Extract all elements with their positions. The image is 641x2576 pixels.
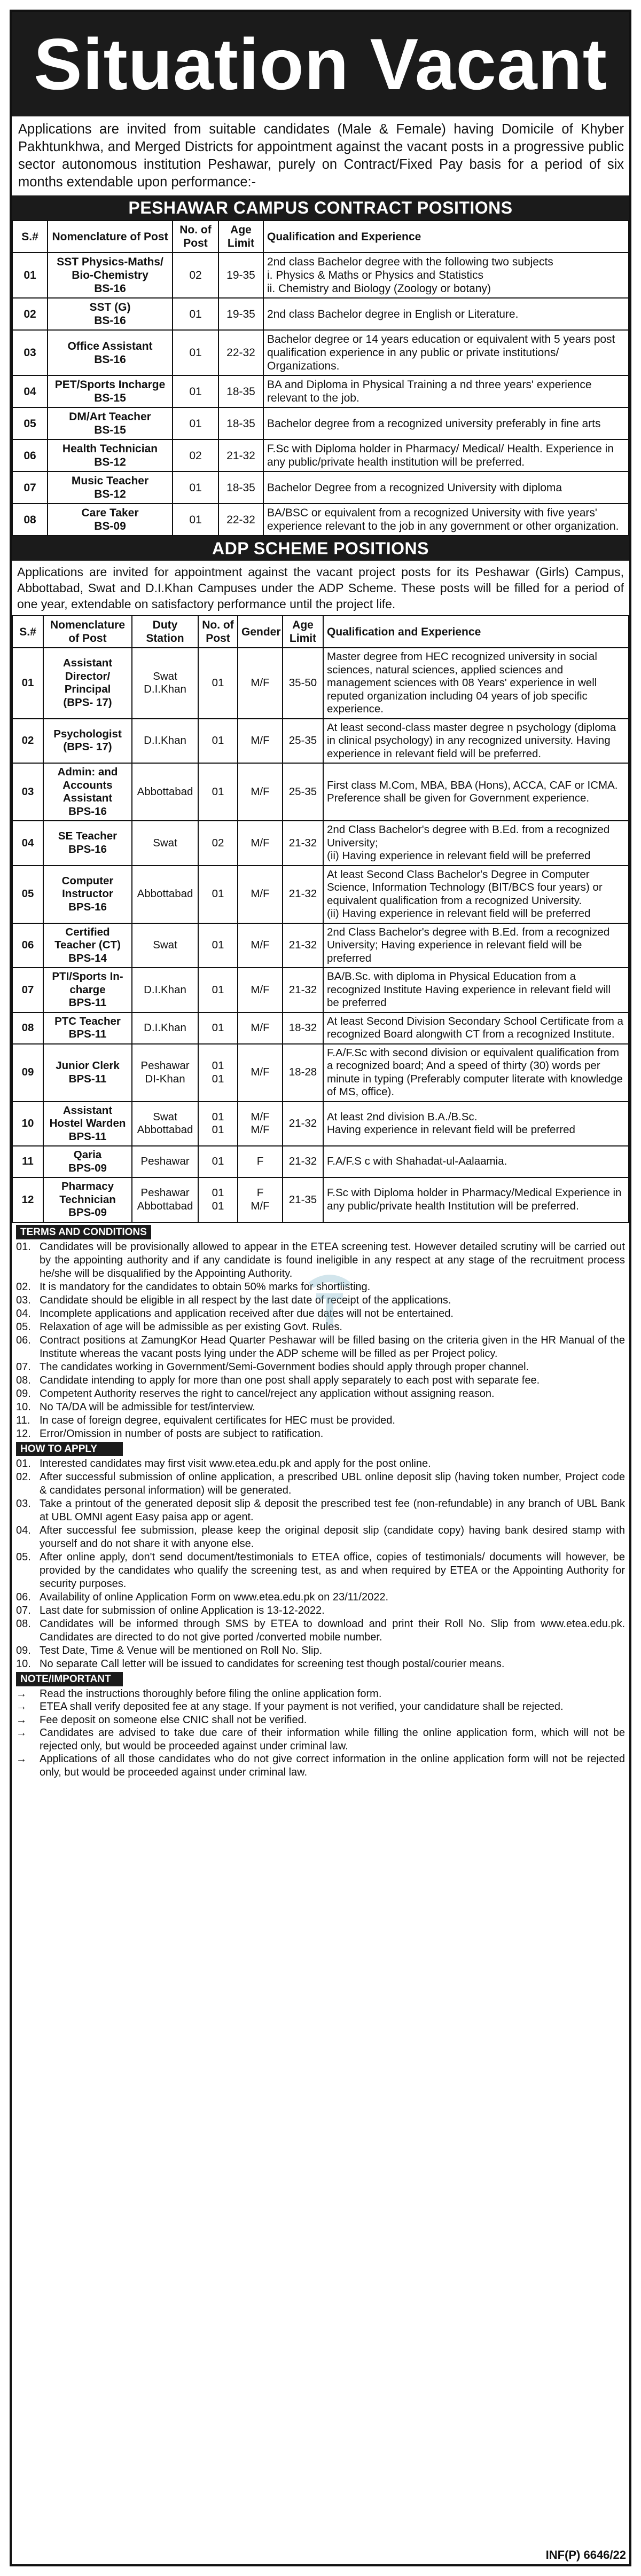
section2-intro: Applications are invited for appointment against the vacant project posts for its Peshawar (Girls) Campus, Abbottabad, Swat and D.I.Khan Campuses under the ADP Scheme. These posts will be filled for a period of one year, extendable on satisfactory performance until the project life. <box>17 565 624 611</box>
table-row <box>12 472 629 504</box>
cell-age: 18-28 <box>283 1044 323 1102</box>
cell-gender: M/F <box>238 1044 283 1102</box>
item-number: 05. <box>16 1321 31 1333</box>
howto-heading: HOW TO APPLY <box>16 1442 123 1456</box>
item-text: The candidates working in Government/Semi-Government bodies should apply through proper channel. <box>40 1361 529 1373</box>
item-text: Contract positions at ZamungKor Head Quarter Peshawar will be filled basing on the criteria given in the HR Manual of the Institute whereas the vacant posts lying under the ADP scheme will be filled as per Project policy. <box>40 1334 625 1360</box>
item-number: 04. <box>16 1307 31 1320</box>
post-scale: BS-16 <box>94 353 126 366</box>
cell-sn: 06 <box>12 439 48 472</box>
cell-post <box>43 821 132 866</box>
cell-qualification: BA and Diploma in Physical Training a nd three years' experience relevant to the job. <box>263 375 629 407</box>
cell-sn: 12 <box>12 1177 43 1222</box>
table-row <box>12 407 629 439</box>
cell-post <box>43 1044 132 1102</box>
item-number: 02. <box>16 1281 31 1293</box>
table-row <box>12 330 629 375</box>
note-item <box>16 1726 625 1753</box>
post-name: Music Teacher <box>71 475 149 487</box>
column-header: No. of Post <box>173 221 218 253</box>
cell-post <box>43 763 132 821</box>
cell-sn: 03 <box>12 763 43 821</box>
cell-count: 01 <box>198 1012 238 1044</box>
term-item <box>16 1401 625 1414</box>
footer-ref: INF(P) 6646/22 <box>545 2548 626 2562</box>
cell-age: 19-35 <box>218 253 263 298</box>
cell-post <box>43 1146 132 1177</box>
post-name: SST Physics-Maths/ Bio-Chemistry <box>57 256 163 281</box>
table-row <box>12 1012 629 1044</box>
cell-count: 01 <box>198 968 238 1012</box>
cell-sn: 09 <box>12 1044 43 1102</box>
cell-age: 19-35 <box>218 298 263 330</box>
cell-station: Abbottabad <box>132 866 198 923</box>
cell-age: 21-35 <box>283 1177 323 1222</box>
item-text: No TA/DA will be admissible for test/interview. <box>40 1401 255 1413</box>
cell-post <box>48 439 173 472</box>
howto-item <box>16 1591 625 1604</box>
item-text: Fee deposit on someone else CNIC shall not be verified. <box>40 1714 307 1726</box>
post-scale: BPS-11 <box>68 1072 107 1085</box>
cell-post <box>43 1177 132 1222</box>
table-row <box>12 1044 629 1102</box>
post-name: Health Technician <box>62 443 158 455</box>
post-scale: BPS-09 <box>68 1161 107 1174</box>
post-scale: BS-16 <box>94 282 126 295</box>
table-row <box>12 923 629 968</box>
column-header: Qualification and Experience <box>263 221 629 253</box>
table-row <box>12 504 629 536</box>
column-header: S.# <box>12 221 48 253</box>
post-scale: BPS-11 <box>68 1130 107 1143</box>
table-row <box>12 648 629 719</box>
post-scale: BS-16 <box>94 315 126 327</box>
cell-gender: M/F <box>238 866 283 923</box>
cell-age: 18-35 <box>218 472 263 504</box>
cell-count: 01 <box>173 298 218 330</box>
cell-age: 21-32 <box>283 1146 323 1177</box>
cell-sn: 08 <box>12 1012 43 1044</box>
table-row <box>12 253 629 298</box>
note-item <box>16 1700 625 1714</box>
post-scale: BS-15 <box>94 424 126 436</box>
item-number: 09. <box>16 1644 31 1656</box>
item-text: Interested candidates may first visit www.etea.edu.pk and apply for the post online. <box>40 1457 431 1470</box>
column-header: Qualification and Experience <box>323 616 629 648</box>
item-number: → <box>16 1714 27 1726</box>
cell-qualification: Bachelor degree from a recognized university preferably in fine arts <box>263 407 629 439</box>
table-row <box>12 375 629 407</box>
item-text: After online apply, don't send document/testimonials to ETEA office, copies of testimonials/ documents will however, be provided by the candidates who qualify the screening test, as and when required by ETEA or the Appointing Authority for security purposes. <box>40 1551 625 1590</box>
cell-post <box>43 923 132 968</box>
item-text: Relaxation of age will be admissible as per existing Govt. Rules. <box>40 1321 342 1333</box>
cell-age: 21-32 <box>218 439 263 472</box>
table-row <box>12 1146 629 1177</box>
advertisement <box>10 10 631 2566</box>
column-header: Age Limit <box>283 616 323 648</box>
post-name: Pharmacy Technician <box>59 1180 116 1206</box>
cell-qualification: 2nd class Bachelor degree in English or Literature. <box>263 298 629 330</box>
note-item <box>16 1753 625 1779</box>
post-scale: BPS-16 <box>68 805 107 818</box>
table-row <box>12 1102 629 1146</box>
cell-qualification: Bachelor degree or 14 years education or equivalent with 5 years post qualification experience in any public or private institutions/ Organizations. <box>263 330 629 375</box>
cell-qualification: At least second-class master degree n psychology (diploma in clinical psychology) in any recognized university. Having experience in relevant field will be preferred. <box>323 719 629 764</box>
cell-sn: 11 <box>12 1146 43 1177</box>
term-item <box>16 1427 625 1441</box>
cell-count: 02 <box>173 439 218 472</box>
peshawar-campus-table <box>12 220 629 536</box>
cell-sn: 01 <box>12 253 48 298</box>
item-number: 09. <box>16 1387 31 1400</box>
item-text: Candidates are advised to take due care of their information while filling the online application form, which will not be rejected only, but would be proceeded against under criminal law. <box>40 1727 625 1752</box>
howto-item <box>16 1551 625 1591</box>
cell-count: 01 <box>198 1146 238 1177</box>
cell-post <box>48 472 173 504</box>
post-name: Assistant Director/ Principal <box>62 657 113 696</box>
cell-station: Peshawar <box>132 1146 198 1177</box>
cell-station: Peshawar Abbottabad <box>132 1177 198 1222</box>
post-scale: BS-15 <box>94 392 126 404</box>
item-text: After successful fee submission, please keep the original deposit slip (candidate copy) having bank desired stamp with yourself and do not share it with anyone else. <box>40 1524 625 1550</box>
cell-age: 22-32 <box>218 330 263 375</box>
adp-scheme-table <box>12 615 629 1223</box>
cell-count: 01 <box>198 763 238 821</box>
howto-item <box>16 1644 625 1658</box>
cell-qualification: F.A/F.Sc with second division or equivalent qualification from a recognized board; And a speed of thirty (30) words per minute in typing (Preferably computer literate with knowledge of MS, office). <box>323 1044 629 1102</box>
cell-count: 02 <box>198 821 238 866</box>
cell-qualification: 2nd Class Bachelor's degree with B.Ed. from a recognized University; Having experience in relevant field will be preferred <box>323 923 629 968</box>
post-name: Office Assistant <box>67 340 153 352</box>
post-scale: BS-09 <box>94 520 126 532</box>
cell-gender: M/F <box>238 1012 283 1044</box>
cell-gender: M/F <box>238 923 283 968</box>
post-name: Qaria <box>73 1149 102 1161</box>
cell-qualification: F.A/F.S c with Shahadat-ul-Aalaamia. <box>323 1146 629 1177</box>
cell-post <box>48 298 173 330</box>
post-scale: BS-12 <box>94 456 126 468</box>
item-number: 07. <box>16 1604 31 1616</box>
cell-count: 01 <box>198 923 238 968</box>
post-scale: BPS-11 <box>68 996 107 1009</box>
cell-qualification: BA/B.Sc. with diploma in Physical Education from a recognized Institute Having experience in relevant field will be preferred <box>323 968 629 1012</box>
post-scale: BPS-14 <box>68 952 107 964</box>
cell-station: Abbottabad <box>132 763 198 821</box>
item-text: Applications of all those candidates who do not give correct information in the online application form will not be rejected only, but would be proceeded against under criminal law. <box>40 1753 625 1778</box>
cell-sn: 07 <box>12 968 43 1012</box>
howto-item <box>16 1471 625 1497</box>
cell-age: 25-35 <box>283 763 323 821</box>
item-text: Availability of online Application Form on www.etea.edu.pk on 23/11/2022. <box>40 1591 389 1603</box>
cell-count: 01 <box>173 407 218 439</box>
cell-age: 18-32 <box>283 1012 323 1044</box>
table-row <box>12 821 629 866</box>
section1-title: PESHAWAR CAMPUS CONTRACT POSITIONS <box>12 195 629 220</box>
post-name: DM/Art Teacher <box>69 411 151 423</box>
cell-post <box>43 1102 132 1146</box>
cell-gender: M/F <box>238 968 283 1012</box>
cell-gender: M/F <box>238 763 283 821</box>
cell-qualification: F.Sc with Diploma holder in Pharmacy/Medical Experience in any public/private health Institution will be preferred. <box>323 1177 629 1222</box>
item-number: 12. <box>16 1427 31 1440</box>
item-text: Error/Omission in number of posts are subject to ratification. <box>40 1427 324 1440</box>
cell-post <box>43 648 132 719</box>
cell-count: 01 <box>173 504 218 536</box>
cell-gender: M/F <box>238 821 283 866</box>
cell-sn: 01 <box>12 648 43 719</box>
post-name: SST (G) <box>89 301 131 313</box>
cell-station: D.I.Khan <box>132 719 198 764</box>
cell-sn: 02 <box>12 298 48 330</box>
cell-count: 01 <box>198 866 238 923</box>
cell-qualification: At least Second Division Secondary School Certificate from a recognized Board alongwith CT from a recognized Institute. <box>323 1012 629 1044</box>
cell-age: 25-35 <box>283 719 323 764</box>
cell-sn: 04 <box>12 821 43 866</box>
cell-sn: 03 <box>12 330 48 375</box>
cell-sn: 05 <box>12 407 48 439</box>
item-text: Candidate intending to apply for more than one post shall apply separately to each post with separate fee. <box>40 1374 540 1386</box>
post-name: PTI/Sports In-charge <box>52 970 123 996</box>
cell-station: Swat <box>132 923 198 968</box>
cell-qualification: At least 2nd division B.A./B.Sc. Having experience in relevant field will be preferred <box>323 1102 629 1146</box>
cell-count: 01 <box>173 330 218 375</box>
cell-gender: F <box>238 1146 283 1177</box>
terms-heading: TERMS AND CONDITIONS <box>16 1225 151 1239</box>
cell-sn: 02 <box>12 719 43 764</box>
item-number: 01. <box>16 1240 31 1253</box>
watermark-logo-icon <box>300 1267 359 1336</box>
cell-qualification: Master degree from HEC recognized university in social sciences, natural sciences, applied sciences and management sciences with 08 Years' experience in well reputed organization including 04 years of job specific experience. <box>323 648 629 719</box>
item-text: It is mandatory for the candidates to obtain 50% marks for shortlisting. <box>40 1281 371 1293</box>
cell-qualification: 2nd Class Bachelor's degree with B.Ed. from a recognized University; (ii) Having experience in relevant field will be preferred <box>323 821 629 866</box>
table-row <box>12 763 629 821</box>
note-item <box>16 1687 625 1701</box>
table-row <box>12 298 629 330</box>
table-row <box>12 439 629 472</box>
section2-title: ADP SCHEME POSITIONS <box>12 536 629 561</box>
item-number: 07. <box>16 1361 31 1373</box>
cell-age: 18-35 <box>218 407 263 439</box>
howto-item <box>16 1457 625 1471</box>
item-number: → <box>16 1753 27 1765</box>
cell-post <box>43 866 132 923</box>
cell-post <box>48 330 173 375</box>
item-text: Take a printout of the generated deposit slip & deposit the prescribed test fee (non-refundable) in any branch of UBL Bank at UBL OMNI agent Easy paisa app or agent. <box>40 1497 625 1523</box>
item-number: 02. <box>16 1471 31 1483</box>
cell-age: 21-32 <box>283 1102 323 1146</box>
cell-gender: F M/F <box>238 1177 283 1222</box>
cell-count: 01 01 <box>198 1177 238 1222</box>
cell-count: 01 <box>198 719 238 764</box>
column-header: No. of Post <box>198 616 238 648</box>
cell-count: 01 01 <box>198 1102 238 1146</box>
cell-station: Peshawar DI-Khan <box>132 1044 198 1102</box>
cell-gender: M/F M/F <box>238 1102 283 1146</box>
post-name: Assistant Hostel Warden <box>49 1104 126 1129</box>
note-item <box>16 1714 625 1727</box>
item-number: 04. <box>16 1524 31 1536</box>
cell-sn: 04 <box>12 375 48 407</box>
post-scale: BPS-16 <box>68 900 107 913</box>
cell-age: 22-32 <box>218 504 263 536</box>
item-number: 03. <box>16 1497 31 1510</box>
cell-gender: M/F <box>238 719 283 764</box>
item-number: 01. <box>16 1457 31 1470</box>
cell-count: 01 <box>173 472 218 504</box>
cell-station: D.I.Khan <box>132 1012 198 1044</box>
item-text: Test Date, Time & Venue will be mentioned on Roll No. Slip. <box>40 1644 323 1656</box>
cell-post <box>43 719 132 764</box>
cell-sn: 07 <box>12 472 48 504</box>
cell-station: Swat Abbottabad <box>132 1102 198 1146</box>
item-text: Read the instructions thoroughly before filing the online application form. <box>40 1687 382 1700</box>
post-name: PTC Teacher <box>54 1015 121 1027</box>
table-row <box>12 1177 629 1222</box>
cell-qualification: 2nd class Bachelor degree with the following two subjects i. Physics & Maths or Physics and Statistics ii. Chemistry and Biology (Zoology or botany) <box>263 253 629 298</box>
post-name: Admin: and Accounts Assistant <box>57 766 118 804</box>
item-number: 08. <box>16 1617 31 1630</box>
item-text: Last date for submission of online Application is 13-12-2022. <box>40 1604 325 1616</box>
cell-age: 35-50 <box>283 648 323 719</box>
item-number: 08. <box>16 1374 31 1386</box>
post-name: SE Teacher <box>58 830 118 843</box>
item-text: ETEA shall verify deposited fee at any stage. If your payment is not verified, your candidature shall be rejected. <box>40 1701 564 1713</box>
post-name: Computer Instructor <box>61 874 114 900</box>
cell-sn: 05 <box>12 866 43 923</box>
column-header: Age Limit <box>218 221 263 253</box>
howto-item <box>16 1658 625 1671</box>
cell-post <box>48 253 173 298</box>
post-scale: (BPS- 17) <box>63 696 112 709</box>
table-row <box>12 866 629 923</box>
page-title: Situation Vacant <box>12 12 629 116</box>
cell-gender: M/F <box>238 648 283 719</box>
cell-age: 21-32 <box>283 968 323 1012</box>
cell-count: 01 <box>173 375 218 407</box>
cell-age: 21-32 <box>283 866 323 923</box>
cell-age: 21-32 <box>283 821 323 866</box>
item-text: Candidates will be informed through SMS by ETEA to download and print their Roll No. Slip from www.etea.edu.pk. Candidates are directed to do not give ported /converted mobile number. <box>40 1617 625 1643</box>
howto-item <box>16 1617 625 1644</box>
item-number: 06. <box>16 1591 31 1603</box>
cell-station: Swat D.I.Khan <box>132 648 198 719</box>
cell-station: Swat <box>132 821 198 866</box>
item-text: Incomplete applications and application received after due dates will not be entertained. <box>40 1307 454 1320</box>
item-text: Candidate should be eligible in all respect by the last date of receipt of the applications. <box>40 1294 451 1306</box>
item-text: In case of foreign degree, equivalent certificates for HEC must be provided. <box>40 1414 395 1426</box>
table-row <box>12 968 629 1012</box>
post-scale: BS-12 <box>94 488 126 500</box>
cell-qualification: At least Second Class Bachelor's Degree in Computer Science, Information Technology (BIT/BCS four years) or equivalent qualification from a recognized University. (ii) Having experience in relevant field will be preferred <box>323 866 629 923</box>
item-number: 05. <box>16 1551 31 1563</box>
cell-qualification: Bachelor Degree from a recognized University with diploma <box>263 472 629 504</box>
item-number: → <box>16 1687 27 1700</box>
post-name: Certified Teacher (CT) <box>54 925 121 951</box>
column-header: Nomenclature of Post <box>48 221 173 253</box>
notes-heading: NOTE/IMPORTANT <box>16 1672 123 1686</box>
cell-post <box>48 504 173 536</box>
cell-age: 18-35 <box>218 375 263 407</box>
item-number: → <box>16 1701 27 1713</box>
column-header: S.# <box>12 616 43 648</box>
item-number: 10. <box>16 1658 31 1670</box>
item-number: 10. <box>16 1401 31 1413</box>
term-item <box>16 1361 625 1374</box>
cell-qualification: BA/BSC or equivalent from a recognized University with five years' experience relevant to the job in any government or other organization. <box>263 504 629 536</box>
post-scale: BPS-16 <box>68 843 107 855</box>
item-text: After successful submission of online application, a prescribed UBL online deposit slip (having token number, Project code & candidates personal information) will be generated. <box>40 1471 625 1496</box>
post-scale: BPS-09 <box>68 1206 107 1219</box>
cell-count: 01 <box>198 648 238 719</box>
howto-item <box>16 1524 625 1551</box>
cell-count: 01 01 <box>198 1044 238 1102</box>
cell-post <box>43 968 132 1012</box>
cell-sn: 08 <box>12 504 48 536</box>
cell-count: 02 <box>173 253 218 298</box>
post-name: Psychologist <box>53 727 122 740</box>
cell-sn: 10 <box>12 1102 43 1146</box>
item-number: 11. <box>16 1414 30 1426</box>
cell-post <box>43 1012 132 1044</box>
term-item <box>16 1334 625 1361</box>
howto-item <box>16 1604 625 1617</box>
cell-station: D.I.Khan <box>132 968 198 1012</box>
term-item <box>16 1387 625 1401</box>
item-text: Candidates will be provisionally allowed to appear in the ETEA screening test. However detailed scrutiny will be carried out by the appointing authority and if any candidate is found ineligible in any respect at any stage of the recruitment process he/she will be disqualified by the Appointing Authority. <box>40 1240 625 1279</box>
cell-qualification: First class M.Com, MBA, BBA (Hons), ACCA, CAF or ICMA. Preference shall be given for Government experience. <box>323 763 629 821</box>
column-header: Duty Station <box>132 616 198 648</box>
item-number: 06. <box>16 1334 31 1346</box>
intro-text: Applications are invited from suitable candidates (Male & Female) having Domicile of Khyber Pakhtunkhwa, and Merged Districts for appointment against the vacant posts in a progressive public sector autonomous institution Peshawar, purely on Contract/Fixed Pay basis for a period of six months extendable upon performance:- <box>18 122 624 190</box>
cell-post <box>48 407 173 439</box>
table-row <box>12 719 629 764</box>
item-number: → <box>16 1727 27 1739</box>
post-scale: (BPS- 17) <box>63 741 112 753</box>
cell-age: 21-32 <box>283 923 323 968</box>
column-header: Nomenclature of Post <box>43 616 132 648</box>
cell-post <box>48 375 173 407</box>
term-item <box>16 1374 625 1387</box>
post-name: Care Taker <box>81 507 139 519</box>
post-name: Junior Clerk <box>56 1059 120 1072</box>
item-number: 03. <box>16 1294 31 1306</box>
item-text: Competent Authority reserves the right to cancel/reject any application without assigning reason. <box>40 1387 495 1400</box>
term-item <box>16 1414 625 1427</box>
column-header: Gender <box>238 616 283 648</box>
post-scale: BPS-11 <box>68 1028 107 1040</box>
item-text: No separate Call letter will be issued to candidates for screening test though postal/courier means. <box>40 1658 505 1670</box>
cell-sn: 06 <box>12 923 43 968</box>
howto-item <box>16 1497 625 1524</box>
post-name: PET/Sports Incharge <box>54 379 166 391</box>
cell-qualification: F.Sc with Diploma holder in Pharmacy/ Medical/ Health. Experience in any public/private health institution will be preferred. <box>263 439 629 472</box>
